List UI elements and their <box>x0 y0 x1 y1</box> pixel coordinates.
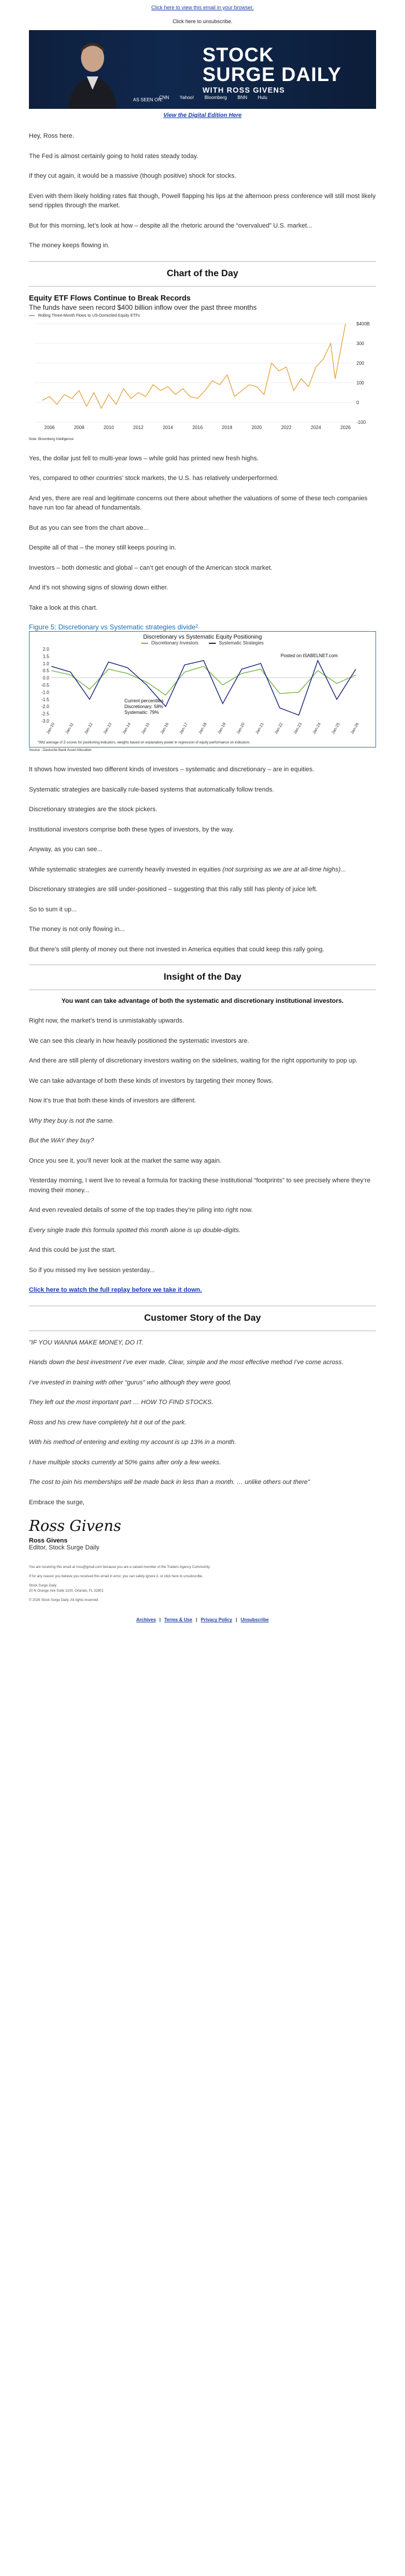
intro-section <box>29 131 376 251</box>
body-paragraph: Anyway, as you can see... <box>29 846 102 853</box>
hero-banner <box>29 30 376 109</box>
y-tick-label: -100 <box>356 419 366 425</box>
insight-callout: You want can take advantage of both the systematic and discretionary institutional investors. <box>61 998 344 1005</box>
x-tick-label: 2012 <box>133 424 143 430</box>
chart2-frame <box>29 631 376 747</box>
systematic-italic: (not surprising as we are at all-time highs) <box>222 866 341 873</box>
x-tick-label: Jan-17 <box>179 722 189 735</box>
signature-role: Editor, Stock Surge Daily <box>29 1544 100 1552</box>
y-tick-label: 200 <box>356 360 365 366</box>
posted-on-label: Posted on ISABELNET.com <box>281 653 338 658</box>
chart2-svg <box>32 646 373 738</box>
brand-title-line1: STOCK <box>203 44 274 66</box>
as-seen-on-label: AS SEEN ON: <box>133 97 163 102</box>
view-in-browser <box>29 0 376 10</box>
archives-link[interactable]: Archives <box>136 1617 156 1623</box>
chart2-footnote: *Wtd average of Z-scores for positioning indicators, weights based on explanatory power in regression of equity performance on indicators <box>38 741 250 745</box>
privacy-link[interactable]: Privacy Policy <box>201 1617 233 1623</box>
digital-edition-link[interactable]: View the Digital Edition Here <box>163 112 242 119</box>
body-paragraph: Investors – both domestic and global – can’t get enough of the American stock market. <box>29 564 273 571</box>
legend-disc-label: Discretionary Investors <box>151 640 198 646</box>
x-tick-label: 2018 <box>222 424 233 430</box>
insight-italic: Why they buy is not the same. <box>29 1117 115 1124</box>
footer-separator: | <box>196 1617 197 1623</box>
y-tick-label: -0.5 <box>41 683 49 688</box>
series-line <box>51 661 356 715</box>
chart1-note: Note: Bloomberg Intelligence <box>29 437 74 441</box>
chart2-legend <box>32 640 373 646</box>
insight-paragraph: We can take advantage of both these kinds of investors by targeting their money flows. <box>29 1077 274 1084</box>
x-tick-label: Jan-10 <box>46 722 56 735</box>
signature-script: Ross Givens <box>29 1518 122 1536</box>
fine-print-line: © 2026 Stock Surge Daily. All rights reserved. <box>29 1598 100 1602</box>
x-tick-label: Jan-24 <box>312 722 322 735</box>
y-tick-label: -2.0 <box>41 704 49 710</box>
testimonial-line: Hands down the best investment I’ve ever made. Clear, simple and the most effective method I’ve come across. <box>29 1359 344 1366</box>
x-tick-label: Jan-22 <box>274 722 284 735</box>
view-in-browser-link[interactable]: Click here to view this email in your browser. <box>151 5 254 10</box>
chart2-source: Source : Deutsche Bank Asset Allocation <box>29 749 92 752</box>
body-paragraph: So to sum it up... <box>29 906 77 913</box>
unsubscribe-top[interactable]: Click here to unsubscribe. <box>172 19 233 24</box>
body-paragraph: Systematic strategies are basically rule-based systems that automatically follow trends. <box>29 786 274 793</box>
insight-paragraph: And even revealed details of some of the top trades they’re piling into right now. <box>29 1207 253 1214</box>
fine-print-line: You are receiving this email at ross@gmail.com because you are a valued member of the Traders Agency Community. <box>29 1566 211 1570</box>
insight-heading: Insight of the Day <box>29 965 376 990</box>
x-tick-label: Jan-25 <box>331 722 341 735</box>
chart1-title: Equity ETF Flows Continue to Break Records <box>29 293 191 302</box>
x-tick-label: Jan-21 <box>255 722 265 735</box>
testimonial-line: I have multiple stocks currently at 50% gains after only a few weeks. <box>29 1459 221 1466</box>
signature-name: Ross Givens <box>29 1537 68 1545</box>
x-tick-label: Jan-26 <box>350 722 360 735</box>
yahoo-logo: Yahoo! <box>179 95 194 100</box>
testimonial-line: With his method of entering and exiting my account is up 13% in a month. <box>29 1439 237 1446</box>
body-paragraph: Yes, compared to other countries’ stock markets, the U.S. has relatively underperformed. <box>29 475 279 482</box>
body-paragraph: Take a look at this chart. <box>29 604 98 611</box>
y-tick-label: 0.0 <box>42 675 49 681</box>
chart2-figure-title: Figure 5: Discretionary vs Systematic strategies divide² <box>29 623 198 631</box>
y-tick-label: 2.0 <box>42 647 49 652</box>
brand-title-line2: SURGE DAILY <box>203 64 342 86</box>
y-tick-label: $400B <box>356 321 370 327</box>
chart2-block <box>29 623 376 752</box>
replay-link[interactable]: Click here to watch the full replay before we take it down. <box>29 1287 202 1294</box>
customer-story-section <box>29 1338 376 1508</box>
x-tick-label: 2010 <box>104 424 114 430</box>
legend-swatch <box>29 315 35 316</box>
y-tick-label: -1.0 <box>41 690 49 695</box>
body-paragraph: But there’s still plenty of money out there not invested in America equities that could keep this rally going. <box>29 946 325 953</box>
email-container <box>29 0 376 1634</box>
replay-cta <box>29 1285 376 1295</box>
body-paragraph: Discretionary strategies are the stock pickers. <box>29 806 157 813</box>
intro-paragraph: The money keeps flowing in. <box>29 242 110 249</box>
intro-paragraph: Hey, Ross here. <box>29 133 75 140</box>
insight-paragraph: And this could be just the start. <box>29 1247 116 1254</box>
footer-separator: | <box>235 1617 237 1623</box>
footer-links <box>29 1607 376 1634</box>
x-tick-label: Jan-11 <box>65 722 75 735</box>
insight-italic: But the WAY they buy? <box>29 1137 94 1145</box>
body-paragraph: It shows how invested two different kinds of investors – systematic and discretionary – are in equities. <box>29 766 315 773</box>
customer-story-heading: Customer Story of the Day <box>29 1306 376 1331</box>
body-paragraph: Discretionary strategies are still under-positioned – suggesting that this rally still has plenty of juice left. <box>29 886 318 893</box>
chart-of-day-heading: Chart of the Day <box>29 261 376 287</box>
intro-paragraph: Even with them likely holding rates flat though, Powell flapping his lips at the afternoon press conference will still most likely send ripples through the market. <box>29 192 376 209</box>
fine-print-line: Stock Surge Daily <box>29 1584 57 1588</box>
fine-print-line: If for any reason you believe you received this email in error, you can safely ignore it, or click here to unsubscribe. <box>29 1574 204 1578</box>
intro-paragraph: The Fed is almost certainly going to hold rates steady today. <box>29 152 198 160</box>
legend-swatch-sys <box>209 643 216 644</box>
y-tick-label: 1.5 <box>42 654 49 659</box>
x-tick-label: Jan-12 <box>84 722 94 735</box>
systematic-prefix: While systematic strategies are currently heavily invested in equities <box>29 866 223 873</box>
insight-paragraph: Once you see it, you’ll never look at the market the same way again. <box>29 1157 222 1164</box>
after-chart1-section <box>29 454 376 613</box>
chart1-legend <box>29 314 376 318</box>
systematic-suffix: ... <box>340 866 346 873</box>
x-tick-label: 2008 <box>73 424 84 430</box>
body-paragraph: Yes, the dollar just fell to multi-year lows – while gold has printed new fresh highs. <box>29 455 259 462</box>
discretionary-percentile: Discretionary: 58% <box>124 704 164 709</box>
insight-paragraph: Yesterday morning, I went live to reveal a formula for tracking these institutional “footprints” to see precisely where they’re moving their money... <box>29 1177 371 1194</box>
body-paragraph: Despite all of that – the money still keeps pouring in. <box>29 544 176 551</box>
body-paragraph: The money is not only flowing in... <box>29 926 125 933</box>
x-tick-label: 2022 <box>281 424 292 430</box>
testimonial-line: I’ve invested in training with other “gurus” who although they were good. <box>29 1379 232 1386</box>
bnn-logo: BNN <box>237 95 248 100</box>
x-tick-label: Jan-19 <box>217 722 227 735</box>
y-tick-label: -3.0 <box>41 719 49 724</box>
terms-link[interactable]: Terms & Use <box>164 1617 193 1623</box>
chart1-svg <box>29 318 376 434</box>
insight-italic: Every single trade this formula spotted this month alone is up double-digits. <box>29 1226 241 1234</box>
x-tick-label: Jan-20 <box>236 722 246 735</box>
y-tick-label: 100 <box>356 380 365 386</box>
x-tick-label: Jan-15 <box>141 722 151 735</box>
footer-separator: | <box>159 1617 161 1623</box>
insight-paragraph: Right now, the market’s trend is unmistakably upwards. <box>29 1017 185 1025</box>
x-tick-label: Jan-14 <box>122 722 132 735</box>
chart1-subtitle: The funds have seen record $400 billion inflow over the past three months <box>29 303 257 312</box>
chart2-inner-title: Discretionary vs Systematic Equity Positioning <box>143 634 262 640</box>
chart1-legend-label: Rolling Three-Month Flows to US-Domiciled Equity ETFs <box>38 313 141 318</box>
y-tick-label: 1.0 <box>42 661 49 666</box>
intro-paragraph: But for this morning, let’s look at how – despite all the rhetoric around the “overvalued” U.S. market... <box>29 222 312 229</box>
insight-section <box>29 997 376 1295</box>
intro-paragraph: If they cut again, it would be a massive (though positive) shock for stocks. <box>29 173 237 179</box>
x-tick-label: 2006 <box>44 424 55 430</box>
legend-sys-label: Systematic Strategies <box>219 640 264 646</box>
series-line <box>42 324 345 408</box>
insight-paragraph: We can see this clearly in how heavily positioned the systematic investors are. <box>29 1037 249 1045</box>
after-chart2-section <box>29 765 376 954</box>
y-tick-label: 300 <box>356 340 365 346</box>
x-tick-label: Jan-18 <box>198 722 208 735</box>
body-paragraph: And it’s not showing signs of slowing down either. <box>29 584 168 591</box>
signature-block <box>29 1518 376 1551</box>
legend-swatch-disc <box>141 643 148 644</box>
unsubscribe-link[interactable]: Unsubscribe <box>241 1617 269 1623</box>
fine-print-line: 20 N Orange Ave Suite 1100, Orlando, FL 32801 <box>29 1589 104 1593</box>
hulu-logo: Hulu <box>257 95 267 100</box>
body-paragraph: But as you can see from the chart above... <box>29 524 149 532</box>
testimonial-line: They left out the most important part … HOW TO FIND STOCKS. <box>29 1399 213 1406</box>
y-tick-label: -1.5 <box>41 697 49 702</box>
testimonial-line: "IF YOU WANNA MAKE MONEY, DO IT. <box>29 1339 143 1346</box>
digital-edition <box>29 112 376 119</box>
x-tick-label: Jan-13 <box>102 722 113 735</box>
cnn-logo: CNN <box>159 95 170 100</box>
x-tick-label: 2026 <box>340 424 351 430</box>
insight-paragraph: Now it’s true that both these kinds of investors are different. <box>29 1097 196 1105</box>
chart1-block <box>29 294 376 441</box>
insight-paragraph: And there are still plenty of discretionary investors waiting on the sidelines, waiting for the right opportunity to pop up. <box>29 1057 358 1065</box>
insight-paragraph: So if you missed my live session yesterday... <box>29 1266 155 1274</box>
x-tick-label: Jan-16 <box>160 722 170 735</box>
x-tick-label: Jan-23 <box>293 722 303 735</box>
media-logos <box>159 95 277 100</box>
host-photo <box>64 35 122 109</box>
fine-print <box>29 1565 376 1603</box>
closing-line: Embrace the surge, <box>29 1498 84 1506</box>
body-paragraph: Institutional investors comprise both these types of investors, by the way. <box>29 826 234 833</box>
y-tick-label: 0.5 <box>42 668 49 674</box>
y-tick-label: 0 <box>356 400 359 405</box>
y-tick-label: -2.5 <box>41 711 49 717</box>
x-tick-label: 2014 <box>163 424 174 430</box>
body-paragraph: And yes, there are real and legitimate concerns out there about whether the valuations of some of these tech companies have run too far ahead of fundamentals. <box>29 494 368 511</box>
bloomberg-logo: Bloomberg <box>204 95 227 100</box>
systematic-percentile: Systematic: 79% <box>124 710 159 715</box>
body-paragraph <box>29 865 376 875</box>
x-tick-label: 2024 <box>311 424 321 430</box>
percentiles-label: Current percentiles <box>124 698 164 703</box>
x-tick-label: 2016 <box>192 424 203 430</box>
x-tick-label: 2020 <box>251 424 262 430</box>
testimonial-line: Ross and his crew have completely hit it out of the park. <box>29 1419 187 1426</box>
series-line <box>51 666 356 695</box>
brand-subtitle: WITH ROSS GIVENS <box>203 86 285 94</box>
testimonial-line: The cost to join his memberships will be made back in less than a month. … unlike others out there" <box>29 1479 310 1486</box>
